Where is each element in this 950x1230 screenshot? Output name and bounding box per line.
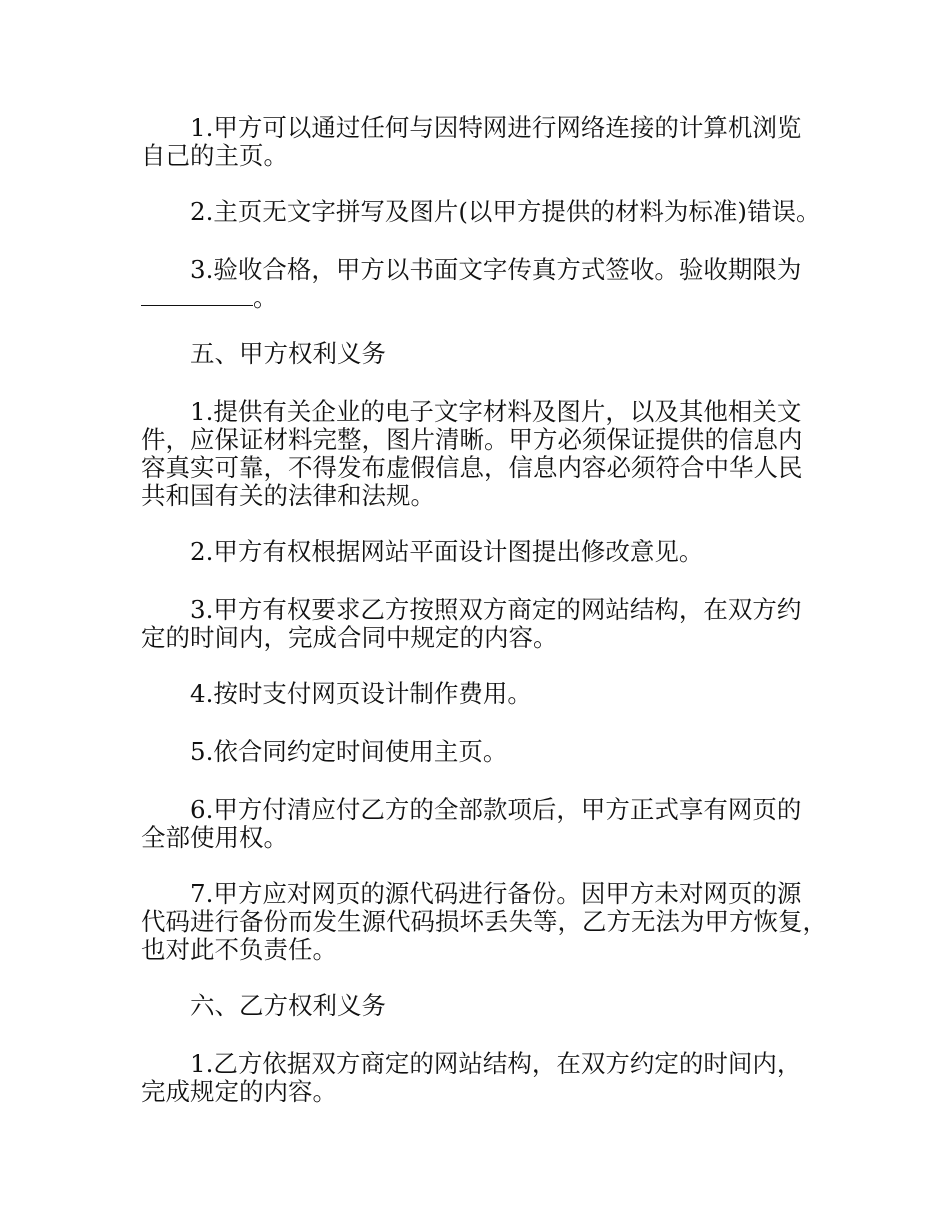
text-line: 2.主页无文字拼写及图片(以甲方提供的材料为标准)错误。 xyxy=(190,197,821,226)
text-line: 全部使用权。 xyxy=(141,823,288,852)
text-line: 自己的主页。 xyxy=(141,141,288,170)
blank-fill-line xyxy=(141,287,253,306)
paragraph-modify-opinion xyxy=(141,538,831,566)
text-line: 也对此不负责任。 xyxy=(141,935,337,964)
paragraph-source-backup xyxy=(141,880,831,964)
text-line: 6.甲方付清应付乙方的全部款项后，甲方正式享有网页的 xyxy=(190,795,802,824)
paragraph-party-b-complete xyxy=(141,1050,831,1106)
text-line: 7.甲方应对网页的源代码进行备份。因甲方未对网页的源 xyxy=(190,879,802,908)
paragraph-provide-materials xyxy=(141,398,831,510)
text-line: 2.甲方有权根据网站平面设计图提出修改意见。 xyxy=(190,537,704,566)
text-line: 3.验收合格，甲方以书面文字传真方式签收。验收期限为 xyxy=(190,255,802,284)
text-line: 1.提供有关企业的电子文字材料及图片，以及其他相关文 xyxy=(190,397,802,426)
text-line: 代码进行备份而发生源代码损坏丢失等，乙方无法为甲方恢复， xyxy=(141,907,827,936)
paragraph-acceptance xyxy=(141,256,831,312)
paragraph-usage-rights xyxy=(141,796,831,852)
text-fragment: 。 xyxy=(253,283,278,312)
paragraph-require-completion xyxy=(141,596,831,652)
text-line: 4.按时支付网页设计制作费用。 xyxy=(190,679,532,708)
text-line: 5.依合同约定时间使用主页。 xyxy=(190,737,508,766)
text-line: 定的时间内，完成合同中规定的内容。 xyxy=(141,623,558,652)
text-line: 完成规定的内容。 xyxy=(141,1077,337,1106)
section-heading-party-a xyxy=(141,340,831,368)
section-heading-party-b xyxy=(141,992,831,1020)
text-line: 3.甲方有权要求乙方按照双方商定的网站结构，在双方约 xyxy=(190,595,802,624)
text-line: 件，应保证材料完整，图片清晰。甲方必须保证提供的信息内 xyxy=(141,425,803,454)
text-line: 六、乙方权利义务 xyxy=(190,991,386,1020)
paragraph-use-homepage xyxy=(141,738,831,766)
acceptance-period-line xyxy=(141,284,831,312)
text-line: 容真实可靠，不得发布虚假信息，信息内容必须符合中华人民 xyxy=(141,453,803,482)
text-line: 1.甲方可以通过任何与因特网进行网络连接的计算机浏览 xyxy=(190,113,802,142)
text-line: 1.乙方依据双方商定的网站结构，在双方约定的时间内， xyxy=(190,1049,802,1078)
paragraph-no-errors xyxy=(141,198,831,226)
text-line: 五、甲方权利义务 xyxy=(190,339,386,368)
paragraph-pay-fees xyxy=(141,680,831,708)
paragraph-browse-homepage xyxy=(141,114,831,170)
text-line: 共和国有关的法律和法规。 xyxy=(141,481,435,510)
